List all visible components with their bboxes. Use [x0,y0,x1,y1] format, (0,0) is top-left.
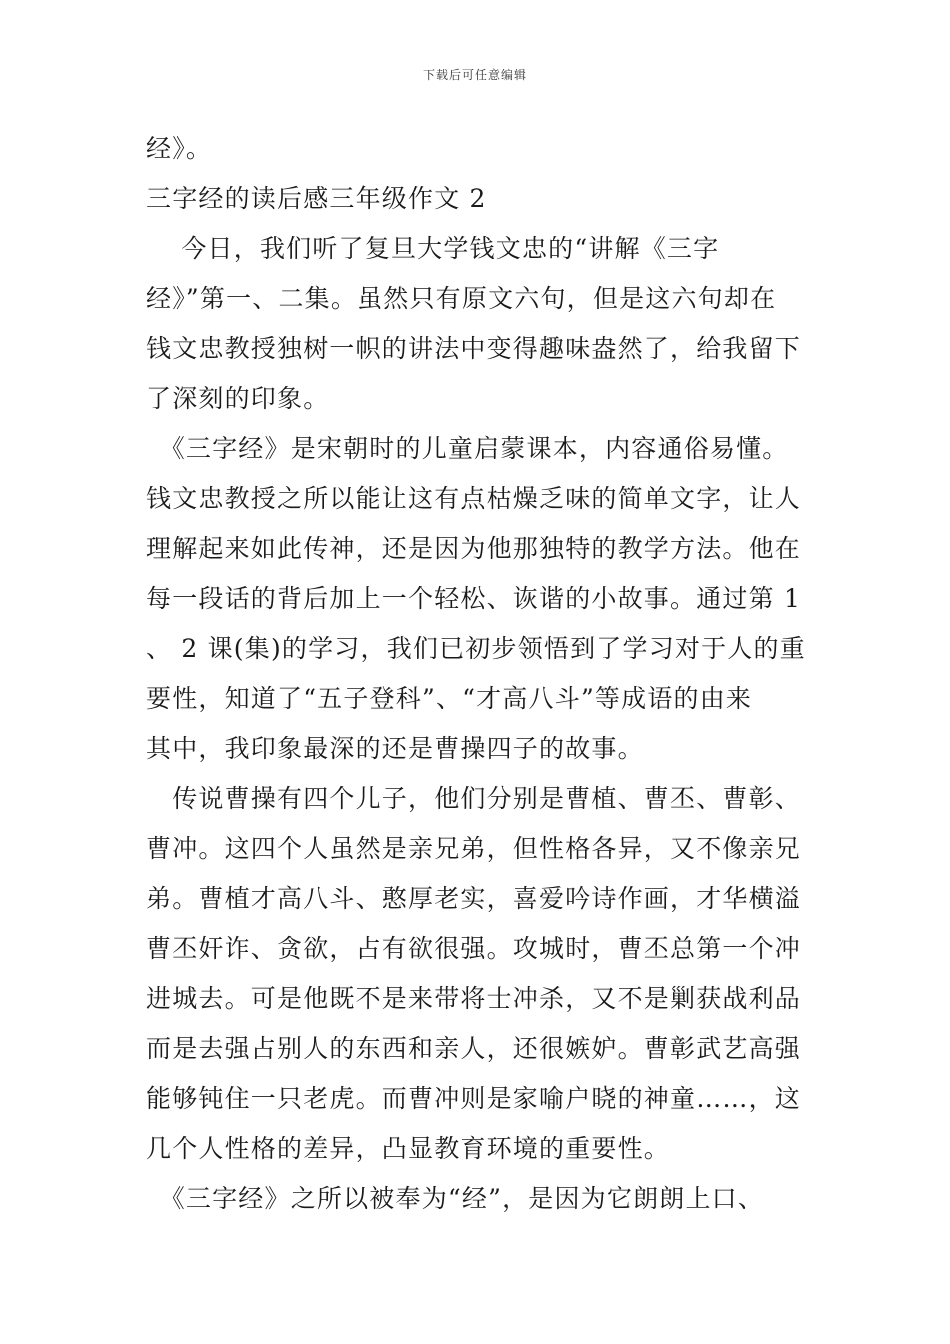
text-line: 经》”第一、二集。虽然只有原文六句，但是这六句却在 [146,284,777,313]
text-line: 钱文忠教授之所以能让这有点枯燥乏味的简单文字，让人 [146,484,802,513]
header-note: 下载后可任意编辑 [422,68,527,82]
text-line: 经》。 [146,134,213,163]
section-heading: 三字经的读后感三年级作文 2 [146,184,487,213]
text-line: 今日，我们听了复旦大学钱文忠的“讲解《三字 [146,234,720,263]
text-line: 弟。曹植才高八斗、憨厚老实，喜爱吟诗作画，才华横溢 [146,884,802,913]
text-line: 《三字经》是宋朝时的儿童启蒙课本，内容通俗易懂。 [146,434,789,463]
text-line: 进城去。可是他既不是来带将士冲杀，又不是剿获战利品 [146,984,802,1013]
text-line: 每一段话的背后加上一个轻松、诙谐的小故事。通过第 1 [146,584,802,613]
text-line: 《三字经》之所以被奉为“经”，是因为它朗朗上口、 [146,1184,765,1213]
text-line: 传说曹操有四个儿子，他们分别是曹植、曹丕、曹彰、 [146,784,802,813]
text-line: 、 2 课(集)的学习，我们已初步领悟到了学习对于人的重 [146,634,806,663]
text-line: 几个人性格的差异，凸显教育环境的重要性。 [146,1134,671,1163]
text-line: 钱文忠教授独树一帜的讲法中变得趣味盎然了，给我留下 [146,334,802,363]
text-line: 其中，我印象最深的还是曹操四子的故事。 [146,734,644,763]
text-line: 曹冲。这四个人虽然是亲兄弟，但性格各异，又不像亲兄 [146,834,802,863]
text-line: 能够钝住一只老虎。而曹冲则是家喻户晓的神童……，这 [146,1084,802,1113]
text-line: 理解起来如此传神，还是因为他那独特的教学方法。他在 [146,534,802,563]
text-line: 曹丕奸诈、贪欲，占有欲很强。攻城时，曹丕总第一个冲 [146,934,802,963]
text-line: 而是去强占别人的东西和亲人，还很嫉妒。曹彰武艺高强 [146,1034,802,1063]
text-line: 了深刻的印象。 [146,384,330,413]
text-line: 要性，知道了“五子登科”、“才高八斗”等成语的由来 [146,684,753,713]
